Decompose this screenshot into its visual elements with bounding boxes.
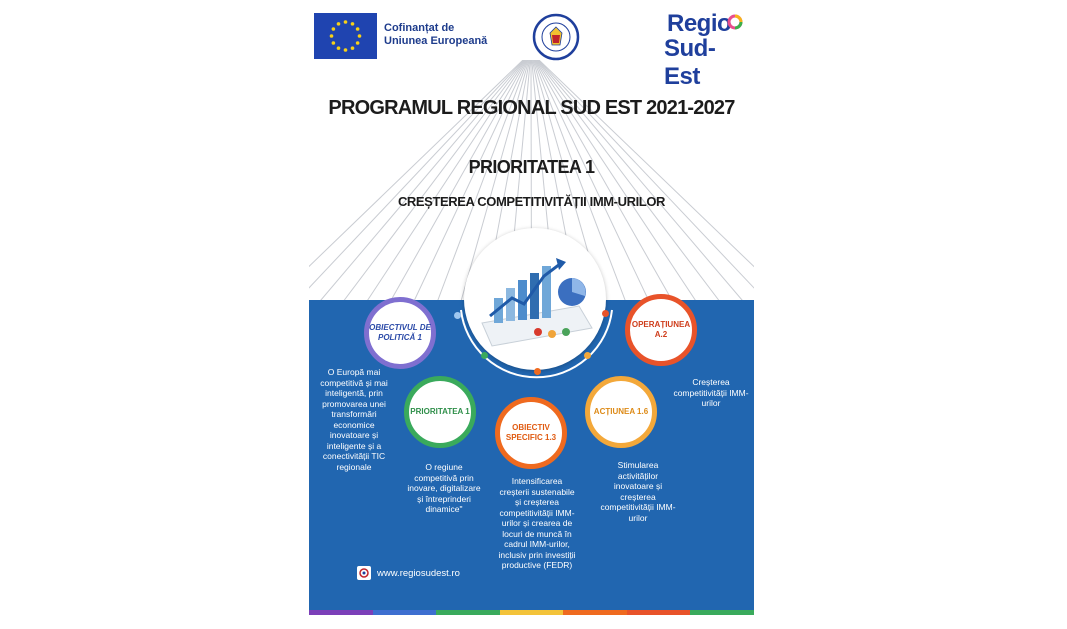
regio-logo-line-1: Regio (667, 10, 732, 37)
circle-operatiunea (625, 294, 697, 366)
description-actiunea: Stimularea activităților inovatoare și creșterea competitivității IMM-urilor (600, 460, 676, 523)
circle-label: OBIECTIVUL DE POLITICĂ 1 (369, 323, 431, 342)
circle-label: ACȚIUNEA 1.6 (593, 407, 649, 416)
globe-icon (357, 566, 371, 580)
decor-dot (584, 352, 591, 359)
regio-sud-est-logo (664, 10, 749, 90)
regio-logo-line-2: Sud-Est (664, 35, 716, 90)
eu-line-1: Cofinanțat de (384, 22, 455, 34)
main-title: PROGRAMUL REGIONAL SUD EST 2021-2027 (328, 97, 735, 119)
circle-actiunea (585, 376, 657, 448)
footer (357, 566, 460, 580)
business-chart-illustration (464, 228, 606, 370)
circle-obiectiv-specific (495, 397, 567, 469)
circle-label: OPERAȚIUNEA A.2 (631, 320, 691, 339)
description-operatiunea: Creșterea competitivității IMM-urilor (673, 377, 749, 408)
regio-swirl-icon (727, 14, 743, 30)
government-seal-icon (532, 13, 580, 61)
circle-label: OBIECTIV SPECIFIC 1.3 (505, 423, 557, 442)
circle-prioritatea (404, 376, 476, 448)
priority-title: PRIORITATEA 1 (468, 157, 595, 177)
eu-cofinanced-text (384, 22, 487, 48)
decor-dot (534, 368, 541, 375)
subtitle: CREȘTEREA COMPETITIVITĂȚII IMM-URILOR (397, 194, 666, 209)
poster (309, 0, 754, 615)
decor-dot (481, 352, 488, 359)
circle-label: PRIORITATEA 1 (410, 407, 470, 416)
circle-objectiv-politica (364, 297, 436, 369)
description-objectiv-politica: O Europă mai competitivă și mai inteligentă, prin promovarea unei transformări economice inovatoare și inteligente și a conectivității TIC regionale (320, 367, 388, 472)
description-prioritatea: O regiune competitivă prin inovare, digitalizare și întreprinderi dinamice" (407, 462, 481, 514)
eu-line-2: Uniunea Europeană (384, 35, 488, 47)
decor-dot (602, 310, 609, 317)
eu-flag-icon (314, 13, 377, 59)
growth-chart-icon (464, 228, 606, 370)
color-strip (309, 610, 754, 615)
website-link[interactable]: www.regiosudest.ro (377, 567, 460, 579)
description-obiectiv-specific: Intensificarea creșterii sustenabile și creșterea competitivității IMM-urilor și crearea de locuri de muncă în cadrul IMM-urilor, inclusiv prin investiții productive (FEDR) (498, 476, 576, 570)
decor-dot (454, 312, 461, 319)
